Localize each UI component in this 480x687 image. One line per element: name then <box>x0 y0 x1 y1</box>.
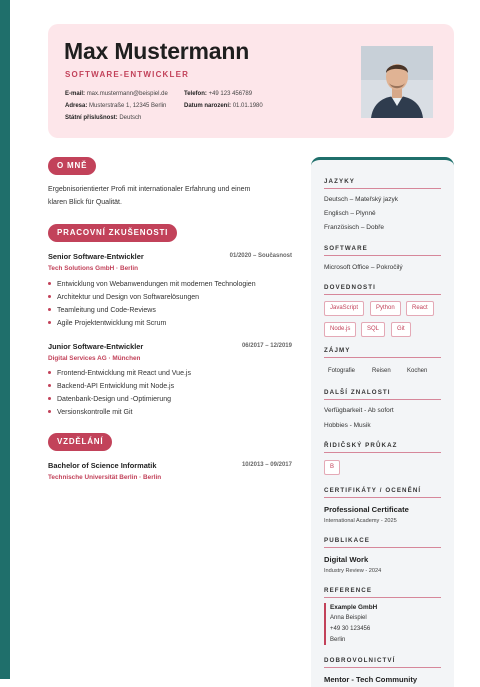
language-item: Deutsch – Mateřský jazyk <box>324 196 399 203</box>
publications-heading: PUBLIKACE <box>324 537 370 544</box>
divider <box>324 357 441 358</box>
publication-title: Digital Work <box>324 555 369 564</box>
languages-heading: JAZYKY <box>324 178 356 185</box>
interests-heading: ZÁJMY <box>324 347 351 354</box>
license-tag: B <box>324 460 340 475</box>
birthdate-line: Datum narození: 01.01.1980 <box>184 103 263 109</box>
address-value: Musterstraße 1, 12345 Berlin <box>89 103 167 109</box>
divider <box>324 255 441 256</box>
divider <box>324 294 441 295</box>
divider <box>324 667 441 668</box>
reference-heading: REFERENCE <box>324 587 373 594</box>
reference-phone: +49 30 123456 <box>330 626 371 632</box>
reference-person: Anna Beispiel <box>330 615 367 621</box>
job-role: SOFTWARE-ENTWICKLER <box>65 70 190 79</box>
left-accent-stripe <box>0 0 10 679</box>
volunteering-title: Mentor - Tech Community <box>324 675 418 684</box>
other-skill-item: Hobbies - Musik <box>324 422 371 429</box>
skills-heading: DOVEDNOSTI <box>324 284 376 291</box>
skill-tag: Git <box>391 322 411 337</box>
section-about-heading: O MNĚ <box>48 157 96 175</box>
software-item: Microsoft Office – Pokročilý <box>324 264 403 271</box>
job-2-bullet: Backend-API Entwicklung mit Node.js <box>48 383 174 390</box>
bullet-dot <box>48 384 51 387</box>
job-1-bullet: Teamleitung und Code-Reviews <box>48 307 156 314</box>
software-heading: SOFTWARE <box>324 245 368 252</box>
license-heading: ŘIDIČSKÝ PRŮKAZ <box>324 442 398 449</box>
education-dates: 10/2013 – 09/2017 <box>241 462 292 468</box>
certificate-title: Professional Certificate <box>324 505 409 514</box>
job-1-bullet: Architektur und Design von Softwarelösungen <box>48 294 199 301</box>
skill-tag: React <box>406 301 434 316</box>
job-2-bullet: Datenbank-Design und -Optimierung <box>48 396 171 403</box>
language-item: Englisch – Plynně <box>324 210 376 217</box>
skill-tag: Node.js <box>324 322 356 337</box>
section-experience-heading: PRACOVNÍ ZKUŠENOSTI <box>48 224 177 242</box>
nationality-value: Deutsch <box>119 115 142 121</box>
divider <box>324 188 441 189</box>
job-2-title: Junior Software-Entwickler <box>48 342 144 351</box>
interest-tag: Fotografie <box>328 368 356 374</box>
job-1-company: Tech Solutions GmbH · Berlin <box>48 265 139 272</box>
divider <box>324 399 441 400</box>
job-2-bullet: Frontend-Entwicklung mit React und Vue.js <box>48 370 191 377</box>
divider <box>324 597 441 598</box>
nationality-line: Státní příslušnost: Deutsch <box>65 115 142 121</box>
reference-accent-bar <box>324 603 326 645</box>
bullet-dot <box>48 410 51 413</box>
job-1-dates: 01/2020 – Současnost <box>229 253 292 259</box>
language-item: Französisch – Dobře <box>324 224 384 231</box>
divider <box>324 547 441 548</box>
interest-tag: Kochen <box>407 368 428 374</box>
address-line: Adresa: Musterstraße 1, 12345 Berlin <box>65 103 167 109</box>
certificate-detail: International Academy - 2025 <box>324 518 397 524</box>
other-skills-heading: DALŠÍ ZNALOSTI <box>324 389 391 396</box>
skill-tag: JavaScript <box>324 301 364 316</box>
birthdate-value: 01.01.1980 <box>232 103 263 109</box>
bullet-dot <box>48 371 51 374</box>
bullet-dot <box>48 308 51 311</box>
bullet-dot <box>48 397 51 400</box>
education-degree: Bachelor of Science Informatik <box>48 461 157 470</box>
job-2-bullet: Versionskontrolle mit Git <box>48 409 132 416</box>
divider <box>324 497 441 498</box>
job-2-company: Digital Services AG · München <box>48 355 141 362</box>
person-name: Max Mustermann <box>64 38 250 64</box>
section-education-heading: VZDĚLÁNÍ <box>48 433 112 451</box>
phone-value: +49 123 456789 <box>208 91 253 97</box>
skill-tag: SQL <box>361 322 385 337</box>
email-value: max.mustermann@beispiel.de <box>86 91 168 97</box>
volunteering-heading: DOBROVOLNICTVÍ <box>324 657 396 664</box>
bullet-dot <box>48 321 51 324</box>
other-skill-item: Verfügbarkeit - Ab sofort <box>324 407 394 414</box>
certificates-heading: CERTIFIKÁTY / OCENĚNÍ <box>324 487 422 494</box>
skill-tag: Python <box>370 301 401 316</box>
about-text-line-2: klaren Blick für Qualität. <box>48 199 122 206</box>
job-1-bullet: Agile Projektentwicklung mit Scrum <box>48 320 166 327</box>
job-1-title: Senior Software-Entwickler <box>48 252 144 261</box>
job-1-bullet: Entwicklung von Webanwendungen mit modernen Technologien <box>48 281 256 288</box>
divider <box>324 452 441 453</box>
email-line: E-mail: max.mustermann@beispiel.de <box>65 91 168 97</box>
bullet-dot <box>48 282 51 285</box>
job-2-dates: 06/2017 – 12/2019 <box>241 343 292 349</box>
sidebar <box>311 157 454 687</box>
publication-detail: Industry Review - 2024 <box>324 568 382 574</box>
interest-tag: Reisen <box>372 368 391 374</box>
education-school: Technische Universität Berlin · Berlin <box>48 474 162 481</box>
reference-city: Berlin <box>330 637 346 643</box>
reference-company: Example GmbH <box>330 604 378 611</box>
profile-photo <box>361 46 433 118</box>
phone-line: Telefon: +49 123 456789 <box>184 91 253 97</box>
bullet-dot <box>48 295 51 298</box>
header-card <box>48 24 454 138</box>
about-text-line-1: Ergebnisorientierter Profi mit internationaler Erfahrung und einem <box>48 186 251 193</box>
